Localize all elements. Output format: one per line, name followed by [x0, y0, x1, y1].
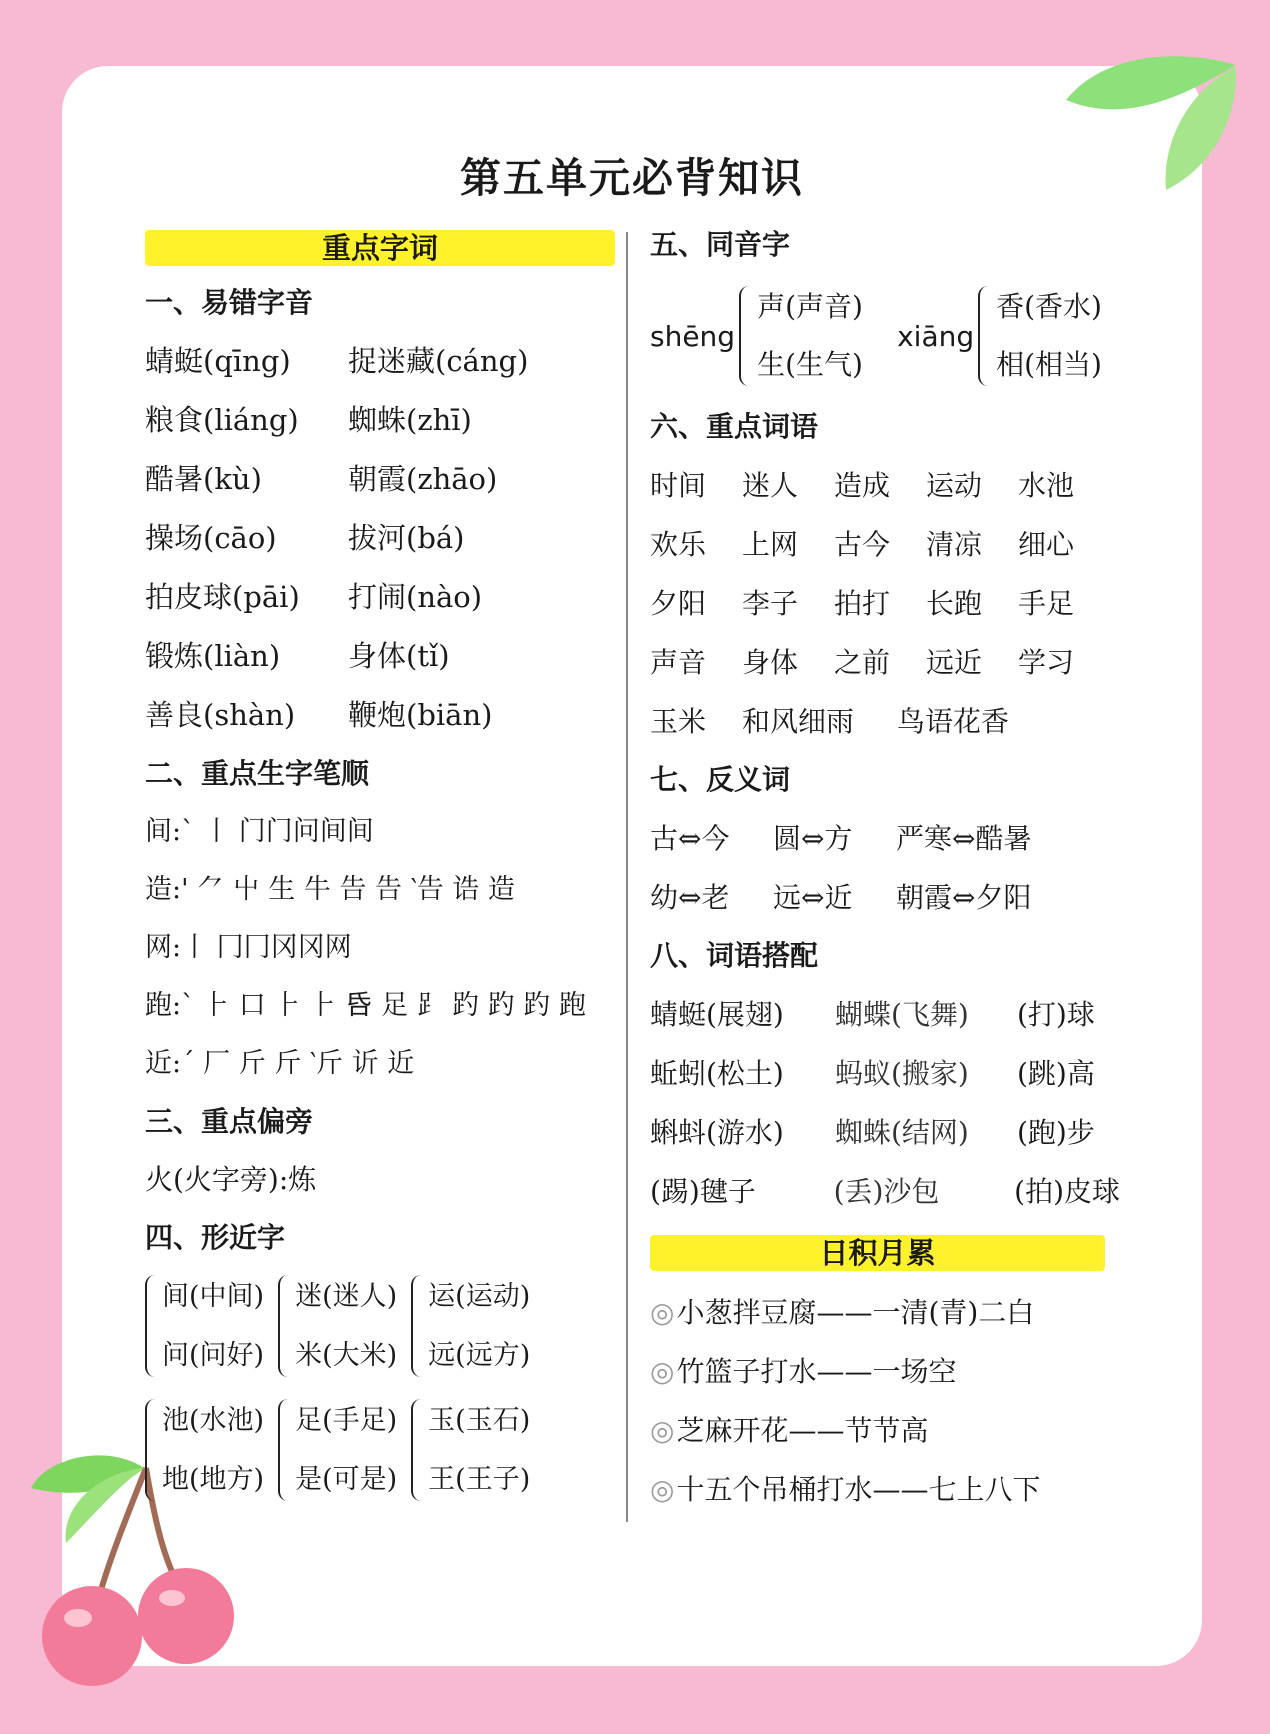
- list-item: 细心: [1018, 528, 1075, 561]
- sayings-list: [650, 1283, 1120, 1519]
- page-title: 第五单元必背知识: [460, 154, 804, 202]
- list-item: 迷人: [742, 469, 799, 502]
- pinyin-label: xiāng: [897, 319, 975, 353]
- brace-icon: [278, 1275, 292, 1377]
- similar-chars-group: [145, 1391, 615, 1509]
- right-column: [650, 230, 1120, 1519]
- heading-key-phrases: 六、重点词语: [650, 410, 819, 443]
- pinyin-label: shēng: [650, 319, 736, 353]
- collocation-row: (踢)毽子 (丢)沙包 (拍)皮球: [650, 1175, 1120, 1208]
- list-item: 造成: [834, 469, 891, 502]
- heading-antonyms: 七、反义词: [650, 763, 791, 796]
- list-item: 手足: [1018, 587, 1075, 620]
- list-item: 严寒⇔酷暑: [896, 822, 1032, 855]
- key-phrases-grid: [650, 456, 1120, 692]
- antonym-row: [650, 868, 1120, 927]
- list-item: 鸟语花香: [897, 705, 1010, 738]
- list-item: 跑:` ⺊ 口 ⺊ ⺊ 𠯑 足 ⻊ 趵 趵 趵 跑: [145, 990, 587, 1021]
- list-item: 欢乐: [650, 528, 707, 561]
- list-item: 善良(shàn) 鞭炮(biān): [145, 698, 493, 732]
- list-item: 长跑: [926, 587, 983, 620]
- list-item: 夕阳: [650, 587, 707, 620]
- list-item: 网:丨 冂冂冈冈网: [145, 932, 352, 963]
- list-item: 粮食(liáng) 蜘蛛(zhī): [145, 403, 472, 437]
- brace-icon: [145, 1399, 159, 1501]
- list-item: 上网: [742, 528, 799, 561]
- brace-group: 间(中间) 问(问好): [145, 1267, 264, 1385]
- list-item: 运动: [926, 469, 983, 502]
- list-item: 拍打: [834, 587, 891, 620]
- brace-icon: [411, 1275, 425, 1377]
- list-item: 幼⇔老: [650, 881, 730, 914]
- key-phrases-last-row: [650, 692, 1120, 751]
- bullet-icon: ◎: [650, 1355, 675, 1388]
- brace-icon: [978, 286, 992, 386]
- left-column: [145, 230, 615, 1509]
- list-item: 拍皮球(pāi) 打闹(nào): [145, 580, 483, 614]
- list-item: 身体: [742, 646, 799, 679]
- similar-chars-group: [145, 1267, 615, 1385]
- column-divider: [626, 232, 628, 1522]
- list-item: 古⇔今: [650, 822, 730, 855]
- brace-group: 足(手足) 是(可是): [278, 1391, 397, 1509]
- radical-item: 火(火字旁):炼: [145, 1163, 317, 1196]
- list-item: 蜻蜓(qīng) 捉迷藏(cáng): [145, 344, 529, 378]
- list-item: 朝霞⇔夕阳: [896, 881, 1032, 914]
- list-item: 时间: [650, 469, 707, 502]
- list-item: ◎小葱拌豆腐——一清(青)二白: [650, 1296, 1035, 1329]
- list-item: 学习: [1018, 646, 1075, 679]
- pronunciation-list: [145, 332, 615, 745]
- list-item: 操场(cāo) 拔河(bá): [145, 521, 465, 555]
- collocation-row: 蝌蚪(游水) 蜘蛛(结网) (跑)步: [650, 1116, 1095, 1149]
- collocation-row: 蚯蚓(松土) 蚂蚁(搬家) (跳)高: [650, 1057, 1095, 1090]
- heading-homophones: 五、同音字: [650, 228, 791, 261]
- list-item: 清凉: [926, 528, 983, 561]
- brace-group: 迷(迷人) 米(大米): [278, 1267, 397, 1385]
- list-item: 近:´ 厂 斤 斤 ‵斤 䜣 近: [145, 1048, 415, 1079]
- brace-group: 池(水池) 地(地方): [145, 1391, 264, 1509]
- antonym-row: [650, 809, 1120, 868]
- heading-similar-chars: 四、形近字: [145, 1221, 286, 1254]
- list-item: 水池: [1018, 469, 1075, 502]
- homophone-block: shēng 声(声音) 生(生气) xiāng 香(香水) 相(相当): [650, 274, 1120, 398]
- bullet-icon: ◎: [650, 1414, 675, 1447]
- list-item: ◎芝麻开花——节节高: [650, 1414, 929, 1447]
- collocation-row: 蜻蜓(展翅) 蝴蝶(飞舞) (打)球: [650, 998, 1095, 1031]
- list-item: ◎竹篮子打水——一场空: [650, 1355, 957, 1388]
- list-item: 声音: [650, 646, 707, 679]
- bullet-icon: ◎: [650, 1473, 675, 1506]
- list-item: 锻炼(liàn) 身体(tǐ): [145, 639, 450, 673]
- heading-pronunciation: 一、易错字音: [145, 286, 314, 319]
- list-item: 造:' ⺈ 屮 生 牛 告 告 ‵告 诰 造: [145, 874, 515, 905]
- list-item: 远⇔近: [773, 881, 853, 914]
- list-item: 玉米: [650, 705, 707, 738]
- list-item: 李子: [742, 587, 799, 620]
- brace-group: 玉(玉石) 王(王子): [411, 1391, 530, 1509]
- list-item: 古今: [834, 528, 891, 561]
- list-item: 圆⇔方: [773, 822, 853, 855]
- list-item: 远近: [926, 646, 983, 679]
- brace-icon: [739, 286, 753, 386]
- heading-radicals: 三、重点偏旁: [145, 1105, 314, 1138]
- list-item: 间:` 丨 门门问间间: [145, 816, 374, 847]
- heading-collocations: 八、词语搭配: [650, 939, 819, 972]
- brace-icon: [278, 1399, 292, 1501]
- stroke-order-list: [145, 803, 615, 1093]
- banner-daily-accumulation: 日积月累: [650, 1235, 1105, 1271]
- brace-icon: [411, 1399, 425, 1501]
- list-item: 之前: [834, 646, 891, 679]
- list-item: 和风细雨: [742, 705, 855, 738]
- list-item: 酷暑(kù) 朝霞(zhāo): [145, 462, 498, 496]
- list-item: ◎十五个吊桶打水——七上八下: [650, 1473, 1041, 1506]
- heading-stroke-order: 二、重点生字笔顺: [145, 757, 370, 790]
- bullet-icon: ◎: [650, 1296, 675, 1329]
- banner-key-words: 重点字词: [145, 230, 615, 266]
- brace-icon: [145, 1275, 159, 1377]
- brace-group: 运(运动) 远(远方): [411, 1267, 530, 1385]
